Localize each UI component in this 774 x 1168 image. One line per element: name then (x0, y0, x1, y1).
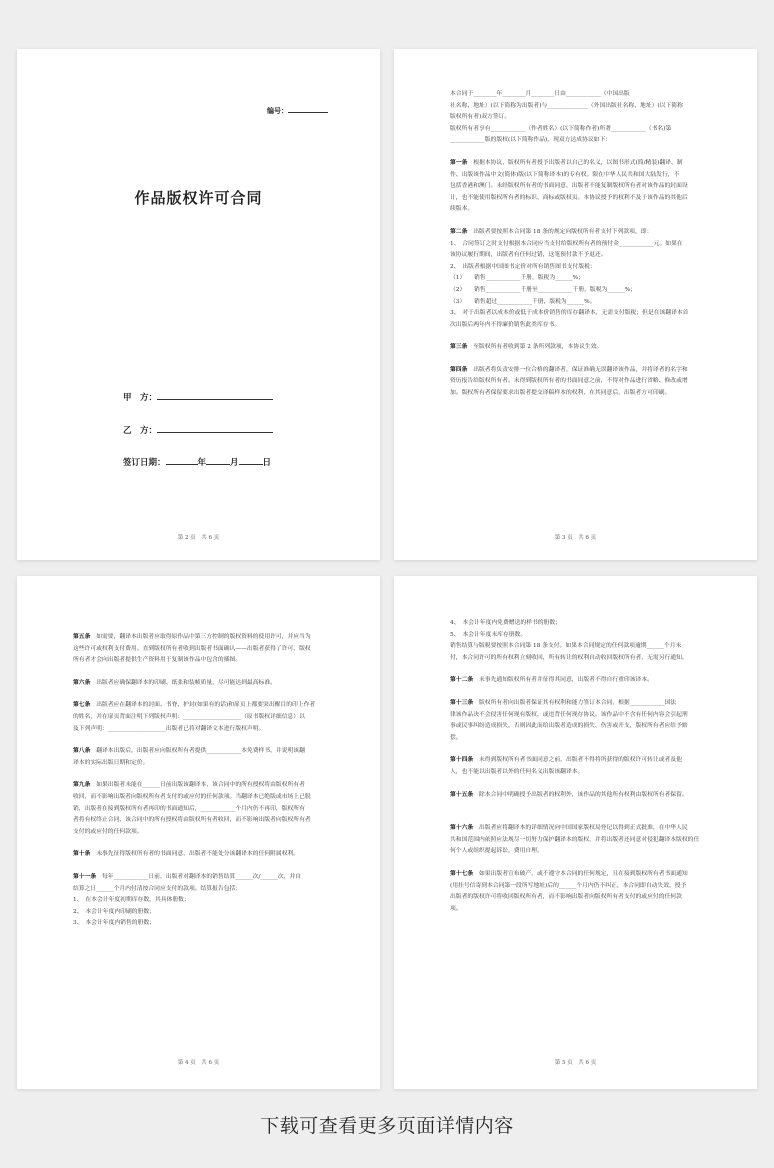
body-line: 第七条 出版者应在翻译本的封面、书脊、护封(如果有的话)和扉页上都要突出醒目的印上作者 (73, 702, 316, 709)
body-line: 第九条 如果出版者未能在______日前出版该翻译本，该合同中的所有授权将由版权所有者 (73, 782, 305, 789)
body-line: 第十一条 每年____________日前，出版者对翻译本的销售结算______次/______次，并自 (73, 873, 302, 880)
body-line: 第六条 出版者应确保翻译本的印刷、纸张和装帧质量，尽可能达到最高标准。 (73, 679, 276, 686)
contract-cover-page (17, 49, 380, 560)
body-line: 包括香港和澳门。未经版权所有者的书面同意，出版者不能复制版权所有者对该作品的封面设 (450, 183, 688, 190)
body-line: 本合同于________年________月________日由____________（中国出版 (450, 91, 630, 97)
page-footer: 第 5 页 共 6 页 (554, 1060, 597, 1066)
body-line: 5、 本会计年度末库存册数。 (450, 631, 527, 638)
paragraph-gap (450, 812, 705, 823)
body-line: 第一条 根据本协议，版权所有者授予出版者以自己的名义，以图书形式(简/精装)翻译、制 (450, 159, 683, 166)
party-b-label: 乙 方： (123, 426, 158, 436)
body-line: 第十五条 除本合同中明确授予出版者的权利外，该作品的其他所有权利由版权所有者保留。 (450, 791, 688, 798)
body-line: 第十六条 出版者应将翻译本的详细情况向中国国家版权局登记以得到正式批准，在中华人民 (450, 825, 688, 832)
body-line: 计，也不能使用版权所有者的标识、商标或版权页。本协议授予的权利不及于该作品的其他后 (450, 194, 688, 201)
body-line: 2、 本会计年度内印刷的册数； (73, 908, 155, 915)
party-a-row (123, 390, 273, 403)
party-a-blank (157, 390, 273, 400)
contract-page-5 (394, 576, 757, 1089)
body-line: 作、出版该作品中文(简体)版(以下简称译本)的专有权。限在中华人民共和国大陆发行，不 (450, 171, 680, 178)
contract-page-3 (394, 49, 757, 560)
body-line: ____________版的版权(以下简称作品)，现双方达成协议如下： (450, 137, 612, 144)
sign-month-label: 月 (230, 458, 239, 468)
body-line: 社名称、地址）(以下简称为出版者)与______________（外国出版社名称、地址）(以下简称 (450, 102, 683, 109)
body-line: 1、 合同签订之时支付根据本合同应当支付给版权所有者的预付金____________元。如果在 (450, 240, 683, 247)
body-line: 3、 对于出版者以成本价或低于成本价销售的库存翻译本，无需支付版税；但是在该翻译本首 (450, 310, 689, 317)
contract-body-text (450, 89, 705, 400)
body-line: 版权所有者)双方签订。 (450, 114, 511, 121)
body-line: 者将有权终止合同，该合同中的所有授权将由版权所有者收回，而不影响出版者向版权所有者 (73, 817, 311, 824)
body-line: 1、 在本会计年度初期库存数，其具体册数； (73, 897, 190, 904)
body-line: 加。版权所有者保留要求出版者提交译稿样本的权利，在其同意后，出版者方可印刷。 (450, 390, 671, 397)
body-line: 事或民事纠纷造成损失，否则因此而给出版者造成的损失、伤害或开支，版权所有者应给予赔 (450, 723, 688, 730)
body-line: 第五条 如需要，翻译本出版者应取得原作品中第三方控制的版权资料的使用许可，并应当为 (73, 634, 311, 640)
party-a-label: 甲 方： (123, 393, 158, 403)
body-line: 续版本。 (450, 206, 474, 213)
body-line: 译本的实际出版日期和定价。 (73, 759, 149, 766)
body-line: 4、 本会计年度内免费赠送的样书的册数； (450, 620, 561, 626)
body-line: 第八条 翻译本出版后，出版者应向版权所有者提供____________本免费样书，并说明该翻 (73, 748, 305, 755)
body-line: （3） 销售超过____________千册，版税为______%。 (450, 298, 596, 305)
contract-title: 作品版权许可合同 (134, 189, 263, 207)
body-line: 偿。 (450, 734, 462, 741)
sign-day-label: 日 (262, 458, 272, 468)
download-more-prompt[interactable]: 下载可查看更多页面详情内容 (260, 1115, 514, 1137)
party-b-row (123, 423, 273, 436)
body-line: 第十四条 未得到版权所有者书面同意之前，出版者不得将所获得的版权许可转让或者及他 (450, 757, 682, 764)
paragraph-gap (450, 354, 705, 365)
sign-month-blank (206, 455, 230, 465)
paragraph-gap (450, 779, 705, 790)
body-line: 及下列声明：____________________出版者已将对翻译文本进行版权声明。 (73, 725, 265, 732)
body-line: 律该作品决不会侵害任何现有版权，或违背任何现存协议。该作品中不含有任何内容会引起刑 (450, 711, 688, 718)
body-line: 版权所有者享有____________（作者姓名）(以下简称作者)所著____________（书名)第 (450, 125, 672, 132)
sign-year-blank (166, 455, 198, 465)
body-line: 收回，而不影响出版者向版权所有者支付的或应付的任何款项。当翻译本已绝版或市场上已脱 (73, 793, 311, 800)
paragraph-gap (450, 801, 705, 812)
paragraph-gap (73, 667, 328, 678)
body-line: 销，出版者在接到版权所有者再印的书面通知后，____________个月内仍不再印，版权所有 (73, 805, 305, 812)
page-footer: 第 2 页 共 6 页 (177, 535, 220, 541)
sign-day-blank (239, 455, 263, 465)
body-line: 这些许可或权利支付费用。直到版权所有者收到出版者书面确认——出版者获得了许可，版权 (73, 645, 311, 652)
body-line: 结算之日______个月内付清按合同应支付的款项。结算报告包括： (73, 885, 242, 892)
body-line: 第十条 未事先征得版权所有者的书面同意，出版者不能处分该翻译本的任何附属权利。 (73, 851, 300, 858)
body-line: 第三条 至版权所有者收到第 2 条所列款项，本协议生效。 (450, 344, 603, 351)
body-line: 第二条 出版者要按照本合同第 18 条的规定向版权所有者支付下列款项，即： (450, 228, 653, 235)
paragraph-gap (73, 769, 328, 780)
body-line: (用挂号信寄到本合同第一段所写地址)后的______个月内仍不纠正，本合同即自动失效，授予 (450, 882, 687, 889)
body-line: 共和国范围内依照应法规尽一切努力保护翻译本的版权，并将出版者还同意对侵犯翻译本版权的任 (450, 836, 700, 843)
paragraph-gap (450, 858, 705, 869)
body-line: 出版者的版权许可将收回版权所有者，而不影响出版者向版权所有者支付的或应付的任何款 (450, 894, 682, 901)
paragraph-gap (450, 331, 705, 342)
body-line: 资历报告给版权所有者。未得到版权所有者的书面同意之前，不得对作品进行省略、修改或增 (450, 378, 688, 385)
paragraph-gap (450, 216, 705, 227)
sign-year-label: 年 (197, 458, 207, 468)
paragraph-gap (450, 664, 705, 675)
body-line: 销售结算与版税要按照本合同第 18 条支付。如果本合同规定的任何款项逾期______个月未 (450, 643, 682, 650)
paragraph-gap (73, 689, 328, 700)
contract-number-blank (288, 105, 328, 113)
body-line: 3、 本会计年度内销售的册数； (73, 920, 155, 927)
paragraph-gap (450, 147, 705, 158)
body-line: 次出版后两年内不得廉价销售此类库存书。 (450, 321, 561, 328)
paragraph-gap (450, 744, 705, 755)
body-line: 第十三条 版权所有者向出版者保证其有权利和能力签订本合同，根据____________国法 (450, 699, 677, 706)
body-line: 项。 (450, 905, 462, 912)
contract-page-4 (17, 576, 380, 1089)
paragraph-gap (73, 861, 328, 872)
body-line: 所有者才会向出版者提供生产资料用于复制该作品中包含的插图。 (73, 657, 242, 664)
paragraph-gap (450, 687, 705, 698)
party-b-blank (157, 423, 273, 433)
body-line: 第十二条 未事先通知版权所有者并征得其同意，出版者不得自行重印该译本。 (450, 677, 653, 684)
paragraph-gap (73, 838, 328, 849)
contract-body-text (73, 632, 328, 930)
body-line: （2） 销售____________千册至____________千册，版税为______%； (450, 286, 636, 293)
body-line: 付，本合同许可的所有权利立刻收回，所有转让的权利自动收回版权所有者，无需另行通知。 (450, 654, 688, 661)
body-line: 第四条 出版者将负责安排一位合格的翻译者，保证准确无误翻译该作品，并将译者的名字和 (450, 366, 688, 373)
contract-number-row (267, 105, 328, 116)
body-line: 人，也不能以出版者以外的任何名义出版该翻译本。 (450, 768, 584, 775)
sign-date-row (123, 455, 271, 468)
body-line: 的姓名，并在扉页背面注明下列版权声明：____________________（原书版权详细信息）以 (73, 713, 305, 720)
paragraph-gap (73, 735, 328, 746)
body-line: 第十七条 如果出版者宣布破产，或不遵守本合同的任何规定，且在接到版权所有者书面通知 (450, 870, 688, 877)
body-line: 该协议履行期间，出版者有任何过错，这笔预付款不予退还。 (450, 252, 607, 259)
contract-body-text (450, 618, 705, 915)
body-line: 2、 出版者根据中国图书定价对所有销售图书支付版税： (450, 263, 596, 270)
body-line: （1） 销售____________千册，版税为______%； (450, 275, 584, 282)
page-footer: 第 3 页 共 6 页 (554, 535, 597, 541)
sign-date-label: 签订日期： (123, 458, 166, 468)
body-line: 何个人或组织提起诉讼，费用自理。 (450, 848, 543, 855)
contract-number-label: 编号： (267, 106, 288, 115)
page-footer: 第 4 页 共 6 页 (177, 1060, 220, 1066)
body-line: 支付的或应付的任何款项。 (73, 828, 143, 835)
